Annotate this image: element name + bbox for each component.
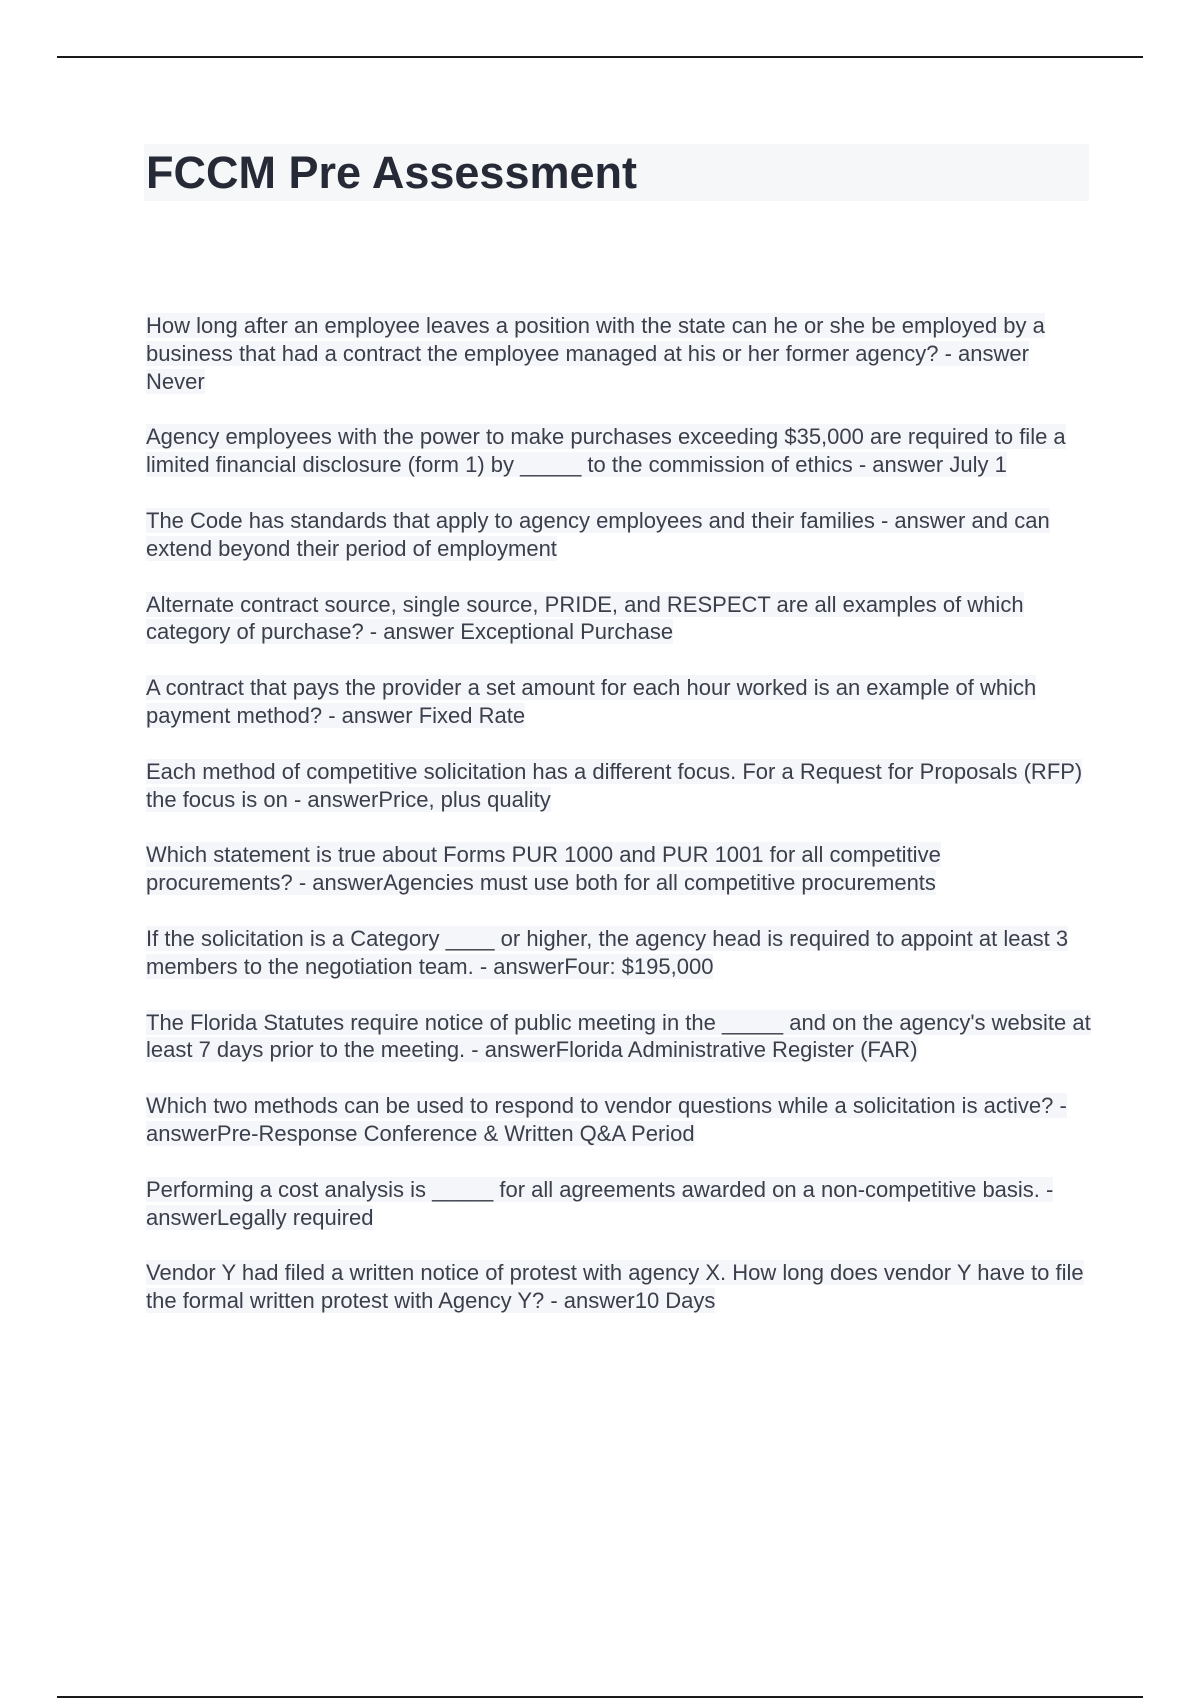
qa-text: Each method of competitive solicitation has a different focus. For a Request for Proposals (RFP) the focus is on - answerPrice, plus quality: [146, 758, 1083, 812]
qa-text: The Florida Statutes require notice of public meeting in the _____ and on the agency's website at least 7 days prior to the meeting. - answerFlorida Administrative Register (FAR): [146, 1009, 1091, 1063]
qa-item: [146, 1176, 1091, 1232]
qa-item: [146, 925, 1091, 981]
qa-item: [146, 312, 1091, 395]
qa-text: Performing a cost analysis is _____ for all agreements awarded on a non-competitive basis. - answerLegally required: [146, 1176, 1054, 1230]
qa-item: [146, 674, 1091, 730]
qa-text: If the solicitation is a Category ____ or higher, the agency head is required to appoint at least 3 members to the negotiation team. - answerFour: $195,000: [146, 925, 1069, 979]
qa-text: The Code has standards that apply to agency employees and their families - answer and can extend beyond their period of employment: [146, 507, 1050, 561]
qa-item: [146, 423, 1091, 479]
qa-text: Agency employees with the power to make purchases exceeding $35,000 are required to file a limited financial disclosure (form 1) by _____ to the commission of ethics - answer July 1: [146, 424, 1066, 478]
qa-text: Alternate contract source, single source, PRIDE, and RESPECT are all examples of which category of purchase? - answer Exceptional Purchase: [146, 591, 1024, 645]
bottom-rule: [57, 1696, 1143, 1698]
question-answer-list: [146, 312, 1091, 1343]
qa-item: [146, 1259, 1091, 1315]
qa-text: Which two methods can be used to respond to vendor questions while a solicitation is active? - answerPre-Response Conference & Written Q&A Period: [146, 1093, 1067, 1146]
qa-text: Which statement is true about Forms PUR 1000 and PUR 1001 for all competitive procurements? - answerAgencies must use both for all competitive procurements: [146, 842, 941, 896]
qa-item: [146, 591, 1091, 647]
qa-text: How long after an employee leaves a position with the state can he or she be employed by a business that had a contract the employee managed at his or her former agency? - answer Never: [146, 313, 1045, 394]
page-title: FCCM Pre Assessment: [146, 147, 638, 198]
qa-item: [146, 841, 1091, 897]
qa-item: [146, 1092, 1091, 1148]
qa-text: A contract that pays the provider a set amount for each hour worked is an example of which payment method? - answer Fixed Rate: [146, 675, 1037, 728]
qa-item: [146, 507, 1091, 563]
top-rule: [57, 56, 1143, 58]
qa-item: [146, 1009, 1091, 1065]
qa-text: Vendor Y had filed a written notice of protest with agency X. How long does vendor Y have to file the formal written protest with Agency Y? - answer10 Days: [146, 1260, 1084, 1314]
qa-item: [146, 758, 1091, 814]
